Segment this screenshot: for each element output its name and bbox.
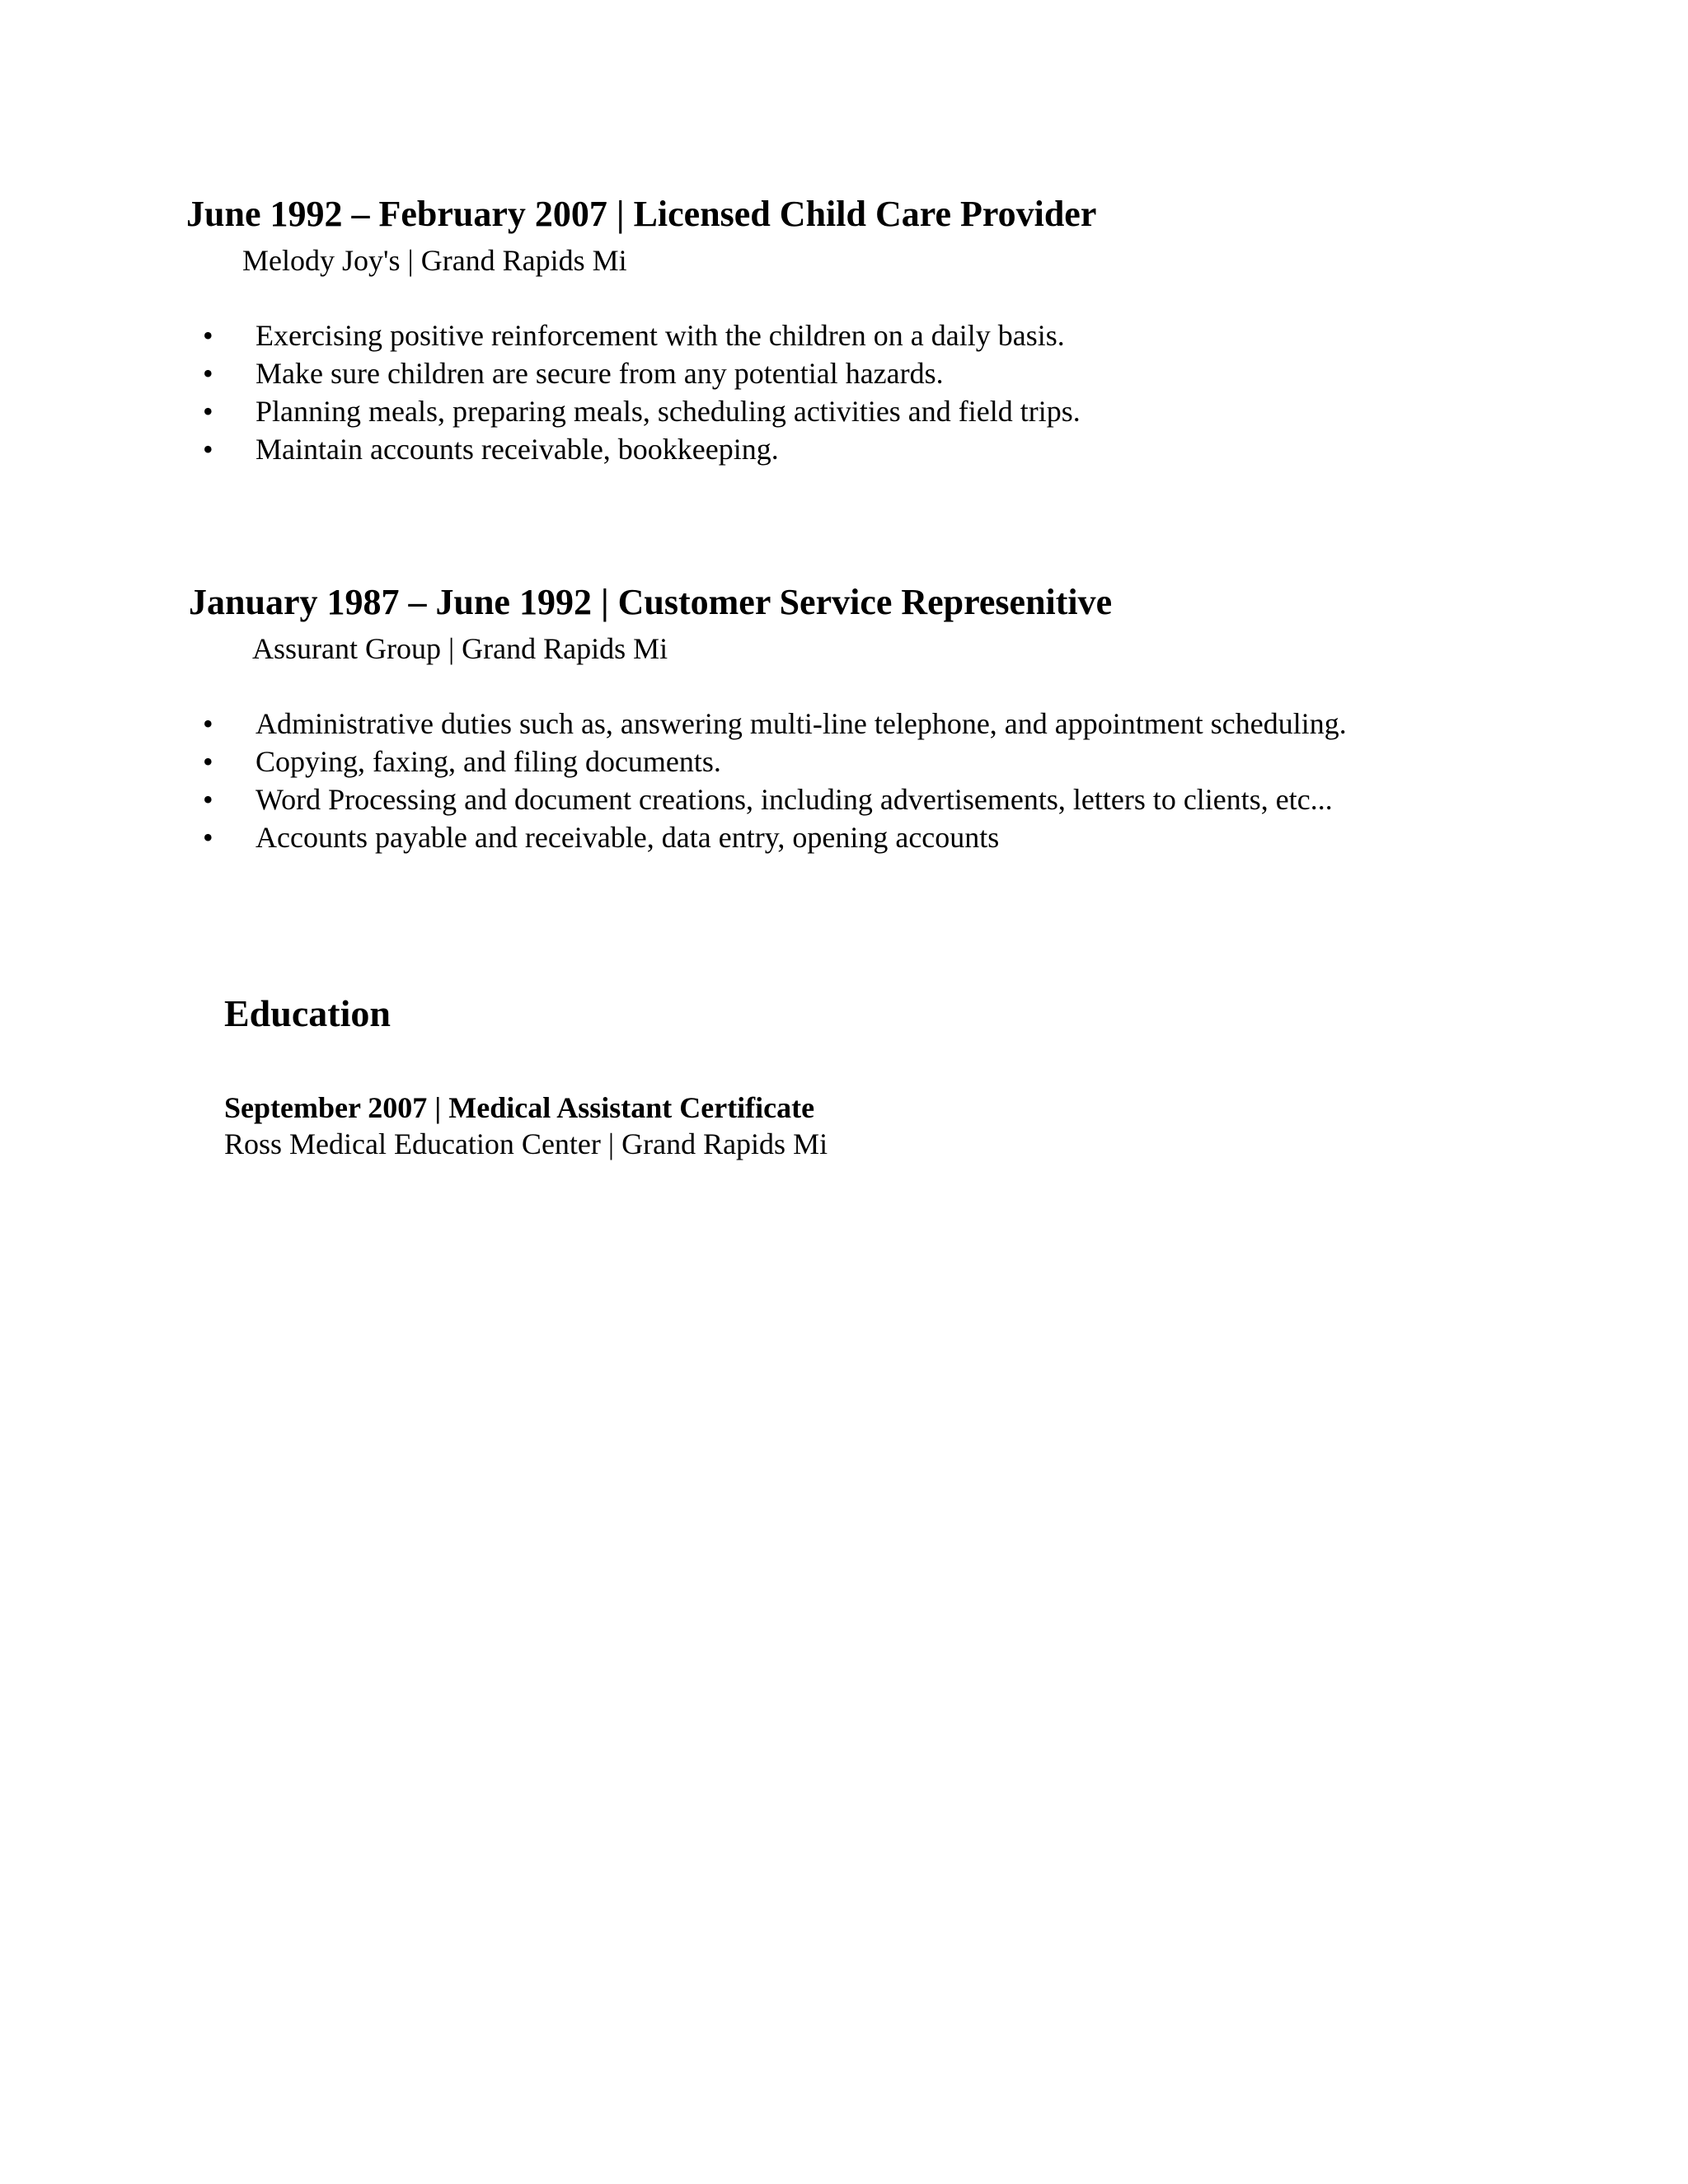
job-organization: Melody Joy's | Grand Rapids Mi <box>242 244 627 277</box>
duty-text: Word Processing and document creations, including advertisements, letters to clients, etc... <box>256 783 1333 816</box>
bullet-icon: • <box>203 433 213 466</box>
bullet-icon: • <box>203 357 213 390</box>
education-entry-organization: Ross Medical Education Center | Grand Rapids Mi <box>224 1127 828 1160</box>
job-organization: Assurant Group | Grand Rapids Mi <box>252 632 668 665</box>
education-heading: Education <box>224 992 391 1034</box>
duty-text: Exercising positive reinforcement with the children on a daily basis. <box>256 319 1065 352</box>
bullet-icon: • <box>203 707 213 740</box>
duty-text: Copying, faxing, and filing documents. <box>256 745 721 778</box>
bullet-icon: • <box>203 395 213 428</box>
duty-text: Make sure children are secure from any potential hazards. <box>256 357 944 390</box>
bullet-icon: • <box>203 821 213 854</box>
duty-text: Maintain accounts receivable, bookkeeping. <box>256 433 779 466</box>
duty-text: Administrative duties such as, answering multi-line telephone, and appointment scheduling. <box>256 707 1347 740</box>
duty-text: Planning meals, preparing meals, scheduling activities and field trips. <box>256 395 1081 428</box>
job-title: June 1992 – February 2007 | Licensed Child Care Provider <box>186 194 1097 234</box>
bullet-icon: • <box>203 745 213 778</box>
job-title: January 1987 – June 1992 | Customer Service Represenitive <box>189 582 1113 622</box>
duty-text: Accounts payable and receivable, data entry, opening accounts <box>256 821 1000 854</box>
bullet-icon: • <box>203 783 213 816</box>
bullet-icon: • <box>203 319 213 352</box>
education-entry-title: September 2007 | Medical Assistant Certificate <box>224 1091 815 1124</box>
